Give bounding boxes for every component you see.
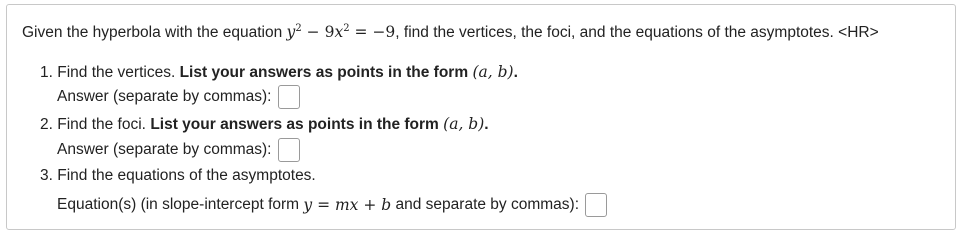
part-1-text: Find the vertices.: [57, 64, 176, 81]
part-2-text: Find the foci.: [57, 116, 146, 133]
part-1-period: .: [513, 64, 518, 81]
part-2-instruction: List your answers as points in the form: [150, 116, 439, 133]
question-panel: [6, 4, 956, 230]
part-2-form: (a, b): [443, 115, 485, 133]
part-1-form: (a, b): [472, 63, 514, 81]
part-2-answer-input[interactable]: [278, 138, 300, 162]
part-1-answer-input[interactable]: [278, 85, 300, 109]
part-2-period: .: [484, 116, 489, 133]
part-2-answer-row: [57, 138, 300, 162]
part-1-number: 1.: [40, 64, 53, 81]
part-1-answer-label: Answer (separate by commas):: [57, 88, 272, 105]
part-1-instruction: List your answers as points in the form: [179, 64, 469, 81]
part-1-answer-row: [57, 85, 300, 109]
part-3-number: 3.: [40, 167, 53, 184]
part-3-answer-label-prefix: Equation(s) (in slope-intercept form: [57, 196, 300, 213]
question-suffix: , find the vertices, the foci, and the equations of the asymptotes. <HR>: [395, 24, 879, 41]
part-3-prompt: [40, 166, 316, 186]
part-3-text: Find the equations of the asymptotes.: [57, 167, 316, 184]
part-3-answer-row: [57, 193, 607, 217]
part-2-answer-label: Answer (separate by commas):: [57, 141, 272, 158]
part-3-answer-label-suffix: and separate by commas):: [395, 196, 580, 213]
part-3-slope-intercept-form: y = mx + b: [303, 196, 392, 214]
question-prefix: Given the hyperbola with the equation: [22, 24, 283, 41]
part-3-answer-input[interactable]: [585, 193, 607, 217]
part-1-prompt: [40, 62, 518, 83]
part-2-number: 2.: [40, 116, 53, 133]
hyperbola-equation: $y^2 - 9x^2 = -9$: [286, 22, 396, 41]
question-text: [22, 22, 879, 43]
part-2-prompt: [40, 114, 489, 135]
